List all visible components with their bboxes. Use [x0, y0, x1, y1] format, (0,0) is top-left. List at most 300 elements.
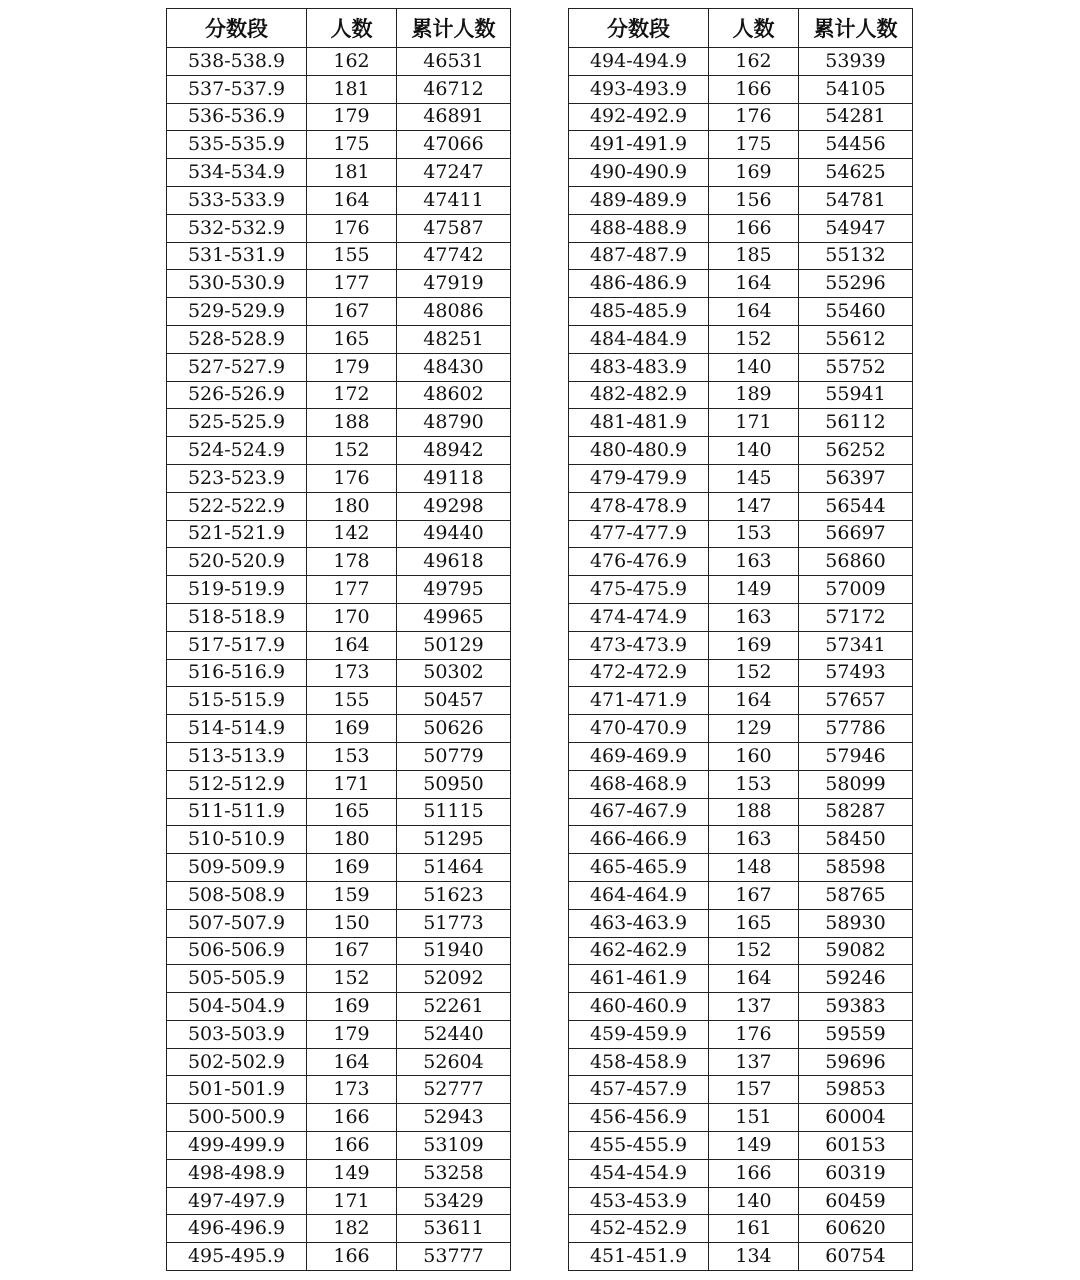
score-range-cell: 501-501.9 [167, 1076, 307, 1104]
count-cell: 165 [307, 325, 397, 353]
table-row [569, 659, 913, 687]
count-cell: 166 [709, 1159, 799, 1187]
cumulative-count-cell: 57657 [799, 687, 913, 715]
score-range-cell: 522-522.9 [167, 492, 307, 520]
score-range-cell: 452-452.9 [569, 1215, 709, 1243]
count-cell: 176 [307, 214, 397, 242]
score-range-cell: 490-490.9 [569, 159, 709, 187]
score-range-cell: 504-504.9 [167, 993, 307, 1021]
cumulative-count-cell: 57946 [799, 742, 913, 770]
table-row [167, 103, 511, 131]
cumulative-count-cell: 51773 [397, 909, 511, 937]
count-cell: 156 [709, 186, 799, 214]
count-cell: 181 [307, 159, 397, 187]
cumulative-count-cell: 48942 [397, 437, 511, 465]
cumulative-count-cell: 59082 [799, 937, 913, 965]
score-range-cell: 511-511.9 [167, 798, 307, 826]
header-count: 人数 [307, 9, 397, 48]
table-row [167, 1104, 511, 1132]
table-row [569, 1159, 913, 1187]
score-range-cell: 466-466.9 [569, 826, 709, 854]
count-cell: 176 [307, 464, 397, 492]
score-range-cell: 454-454.9 [569, 1159, 709, 1187]
count-cell: 140 [709, 1187, 799, 1215]
table-row [167, 131, 511, 159]
score-range-cell: 503-503.9 [167, 1020, 307, 1048]
cumulative-count-cell: 58450 [799, 826, 913, 854]
score-range-cell: 485-485.9 [569, 298, 709, 326]
score-range-cell: 478-478.9 [569, 492, 709, 520]
table-row [167, 548, 511, 576]
score-range-cell: 519-519.9 [167, 576, 307, 604]
count-cell: 166 [709, 75, 799, 103]
table-row [569, 48, 913, 76]
cumulative-count-cell: 47742 [397, 242, 511, 270]
cumulative-count-cell: 54781 [799, 186, 913, 214]
score-range-cell: 480-480.9 [569, 437, 709, 465]
cumulative-count-cell: 48602 [397, 381, 511, 409]
count-cell: 142 [307, 520, 397, 548]
score-range-cell: 495-495.9 [167, 1243, 307, 1271]
table-row [167, 1020, 511, 1048]
score-range-cell: 505-505.9 [167, 965, 307, 993]
table-row [167, 1076, 511, 1104]
score-table-left [166, 8, 511, 1271]
score-range-cell: 473-473.9 [569, 631, 709, 659]
cumulative-count-cell: 50779 [397, 742, 511, 770]
cumulative-count-cell: 48430 [397, 353, 511, 381]
count-cell: 176 [709, 103, 799, 131]
score-range-cell: 536-536.9 [167, 103, 307, 131]
table-row [569, 603, 913, 631]
table-row [569, 381, 913, 409]
count-cell: 185 [709, 242, 799, 270]
table-row [167, 75, 511, 103]
score-range-cell: 489-489.9 [569, 186, 709, 214]
count-cell: 129 [709, 715, 799, 743]
cumulative-count-cell: 48790 [397, 409, 511, 437]
cumulative-count-cell: 54625 [799, 159, 913, 187]
count-cell: 167 [307, 298, 397, 326]
score-range-cell: 483-483.9 [569, 353, 709, 381]
count-cell: 179 [307, 353, 397, 381]
score-range-cell: 524-524.9 [167, 437, 307, 465]
count-cell: 163 [709, 603, 799, 631]
count-cell: 145 [709, 464, 799, 492]
table-row [167, 270, 511, 298]
header-row [569, 9, 913, 48]
cumulative-count-cell: 58287 [799, 798, 913, 826]
table-row [569, 854, 913, 882]
score-range-cell: 496-496.9 [167, 1215, 307, 1243]
count-cell: 164 [307, 1048, 397, 1076]
cumulative-count-cell: 55941 [799, 381, 913, 409]
cumulative-count-cell: 59853 [799, 1076, 913, 1104]
cumulative-count-cell: 60754 [799, 1243, 913, 1271]
count-cell: 152 [709, 937, 799, 965]
score-range-cell: 533-533.9 [167, 186, 307, 214]
table-row [569, 548, 913, 576]
count-cell: 171 [307, 770, 397, 798]
score-range-cell: 469-469.9 [569, 742, 709, 770]
table-row [569, 1187, 913, 1215]
score-range-cell: 486-486.9 [569, 270, 709, 298]
score-range-cell: 526-526.9 [167, 381, 307, 409]
table-row [569, 409, 913, 437]
score-range-cell: 464-464.9 [569, 881, 709, 909]
table-row [569, 631, 913, 659]
count-cell: 164 [307, 186, 397, 214]
table-row [167, 770, 511, 798]
table-row [167, 437, 511, 465]
cumulative-count-cell: 55132 [799, 242, 913, 270]
count-cell: 164 [307, 631, 397, 659]
score-range-cell: 471-471.9 [569, 687, 709, 715]
table-row [167, 937, 511, 965]
score-range-cell: 527-527.9 [167, 353, 307, 381]
count-cell: 182 [307, 1215, 397, 1243]
cumulative-count-cell: 58765 [799, 881, 913, 909]
cumulative-count-cell: 59246 [799, 965, 913, 993]
score-range-cell: 514-514.9 [167, 715, 307, 743]
count-cell: 149 [709, 1132, 799, 1160]
cumulative-count-cell: 52440 [397, 1020, 511, 1048]
count-cell: 151 [709, 1104, 799, 1132]
table-row [569, 881, 913, 909]
table-row [167, 965, 511, 993]
score-range-cell: 456-456.9 [569, 1104, 709, 1132]
score-range-cell: 517-517.9 [167, 631, 307, 659]
count-cell: 155 [307, 687, 397, 715]
table-row [167, 854, 511, 882]
score-range-cell: 537-537.9 [167, 75, 307, 103]
cumulative-count-cell: 59559 [799, 1020, 913, 1048]
count-cell: 152 [307, 437, 397, 465]
cumulative-count-cell: 57009 [799, 576, 913, 604]
count-cell: 152 [307, 965, 397, 993]
count-cell: 177 [307, 576, 397, 604]
score-range-cell: 518-518.9 [167, 603, 307, 631]
table-row [167, 353, 511, 381]
table-row [569, 993, 913, 1021]
cumulative-count-cell: 58598 [799, 854, 913, 882]
table-row [167, 1215, 511, 1243]
count-cell: 171 [307, 1187, 397, 1215]
cumulative-count-cell: 49965 [397, 603, 511, 631]
count-cell: 157 [709, 1076, 799, 1104]
cumulative-count-cell: 52943 [397, 1104, 511, 1132]
cumulative-count-cell: 51623 [397, 881, 511, 909]
table-row [167, 687, 511, 715]
table-row [167, 881, 511, 909]
count-cell: 153 [307, 742, 397, 770]
score-range-cell: 521-521.9 [167, 520, 307, 548]
table-row [167, 242, 511, 270]
count-cell: 189 [709, 381, 799, 409]
cumulative-count-cell: 53611 [397, 1215, 511, 1243]
count-cell: 153 [709, 770, 799, 798]
score-range-cell: 476-476.9 [569, 548, 709, 576]
cumulative-count-cell: 60004 [799, 1104, 913, 1132]
cumulative-count-cell: 49618 [397, 548, 511, 576]
score-range-cell: 477-477.9 [569, 520, 709, 548]
score-range-cell: 457-457.9 [569, 1076, 709, 1104]
count-cell: 178 [307, 548, 397, 576]
score-range-cell: 500-500.9 [167, 1104, 307, 1132]
count-cell: 173 [307, 1076, 397, 1104]
cumulative-count-cell: 57341 [799, 631, 913, 659]
table-row [569, 937, 913, 965]
cumulative-count-cell: 49795 [397, 576, 511, 604]
cumulative-count-cell: 55460 [799, 298, 913, 326]
score-range-cell: 538-538.9 [167, 48, 307, 76]
table-row [167, 186, 511, 214]
count-cell: 167 [709, 881, 799, 909]
count-cell: 164 [709, 298, 799, 326]
count-cell: 164 [709, 270, 799, 298]
count-cell: 149 [307, 1159, 397, 1187]
cumulative-count-cell: 55752 [799, 353, 913, 381]
cumulative-count-cell: 60319 [799, 1159, 913, 1187]
count-cell: 181 [307, 75, 397, 103]
table-row [167, 381, 511, 409]
table-row [569, 1243, 913, 1271]
score-range-cell: 499-499.9 [167, 1132, 307, 1160]
score-range-cell: 515-515.9 [167, 687, 307, 715]
table-row [167, 993, 511, 1021]
table-row [569, 1215, 913, 1243]
table-row [569, 492, 913, 520]
count-cell: 163 [709, 548, 799, 576]
score-range-cell: 462-462.9 [569, 937, 709, 965]
cumulative-count-cell: 56112 [799, 409, 913, 437]
cumulative-count-cell: 54105 [799, 75, 913, 103]
score-range-cell: 467-467.9 [569, 798, 709, 826]
header-row [167, 9, 511, 48]
table-row [167, 659, 511, 687]
table-row [569, 1076, 913, 1104]
table-row [167, 826, 511, 854]
table-row [569, 464, 913, 492]
table-row [569, 520, 913, 548]
cumulative-count-cell: 56397 [799, 464, 913, 492]
count-cell: 171 [709, 409, 799, 437]
count-cell: 137 [709, 1048, 799, 1076]
table-row [569, 159, 913, 187]
table-row [167, 1159, 511, 1187]
cumulative-count-cell: 52777 [397, 1076, 511, 1104]
cumulative-count-cell: 47066 [397, 131, 511, 159]
count-cell: 175 [709, 131, 799, 159]
table-row [167, 742, 511, 770]
table-row [167, 1048, 511, 1076]
table-row [569, 1132, 913, 1160]
score-range-cell: 451-451.9 [569, 1243, 709, 1271]
score-range-cell: 472-472.9 [569, 659, 709, 687]
cumulative-count-cell: 53777 [397, 1243, 511, 1271]
count-cell: 180 [307, 826, 397, 854]
count-cell: 140 [709, 437, 799, 465]
cumulative-count-cell: 49298 [397, 492, 511, 520]
cumulative-count-cell: 54947 [799, 214, 913, 242]
score-range-cell: 535-535.9 [167, 131, 307, 159]
cumulative-count-cell: 59696 [799, 1048, 913, 1076]
score-range-cell: 459-459.9 [569, 1020, 709, 1048]
table-row [167, 1132, 511, 1160]
cumulative-count-cell: 52092 [397, 965, 511, 993]
score-range-cell: 531-531.9 [167, 242, 307, 270]
cumulative-count-cell: 60620 [799, 1215, 913, 1243]
count-cell: 159 [307, 881, 397, 909]
score-range-cell: 481-481.9 [569, 409, 709, 437]
count-cell: 166 [709, 214, 799, 242]
cumulative-count-cell: 49440 [397, 520, 511, 548]
table-row [167, 464, 511, 492]
score-range-cell: 529-529.9 [167, 298, 307, 326]
cumulative-count-cell: 47587 [397, 214, 511, 242]
count-cell: 165 [709, 909, 799, 937]
table-row [569, 186, 913, 214]
count-cell: 137 [709, 993, 799, 1021]
count-cell: 152 [709, 325, 799, 353]
table-row [569, 214, 913, 242]
cumulative-count-cell: 56252 [799, 437, 913, 465]
count-cell: 164 [709, 965, 799, 993]
header-score-range: 分数段 [569, 9, 709, 48]
score-range-cell: 498-498.9 [167, 1159, 307, 1187]
count-cell: 164 [709, 687, 799, 715]
table-row [569, 1020, 913, 1048]
score-range-cell: 455-455.9 [569, 1132, 709, 1160]
table-row [167, 631, 511, 659]
count-cell: 160 [709, 742, 799, 770]
score-range-cell: 520-520.9 [167, 548, 307, 576]
table-row [569, 353, 913, 381]
cumulative-count-cell: 57172 [799, 603, 913, 631]
count-cell: 169 [307, 854, 397, 882]
score-range-cell: 492-492.9 [569, 103, 709, 131]
score-range-cell: 458-458.9 [569, 1048, 709, 1076]
count-cell: 166 [307, 1104, 397, 1132]
cumulative-count-cell: 50950 [397, 770, 511, 798]
score-range-cell: 513-513.9 [167, 742, 307, 770]
count-cell: 179 [307, 103, 397, 131]
cumulative-count-cell: 51464 [397, 854, 511, 882]
table-row [569, 742, 913, 770]
count-cell: 170 [307, 603, 397, 631]
count-cell: 134 [709, 1243, 799, 1271]
score-range-cell: 482-482.9 [569, 381, 709, 409]
count-cell: 149 [709, 576, 799, 604]
table-row [167, 603, 511, 631]
cumulative-count-cell: 57786 [799, 715, 913, 743]
header-cumulative: 累计人数 [397, 9, 511, 48]
table-row [569, 687, 913, 715]
table-row [167, 298, 511, 326]
count-cell: 175 [307, 131, 397, 159]
table-row [167, 409, 511, 437]
count-cell: 180 [307, 492, 397, 520]
count-cell: 166 [307, 1132, 397, 1160]
score-range-cell: 468-468.9 [569, 770, 709, 798]
table-row [167, 576, 511, 604]
table-row [167, 798, 511, 826]
score-range-cell: 512-512.9 [167, 770, 307, 798]
score-range-cell: 460-460.9 [569, 993, 709, 1021]
cumulative-count-cell: 53939 [799, 48, 913, 76]
cumulative-count-cell: 56544 [799, 492, 913, 520]
count-cell: 188 [307, 409, 397, 437]
score-range-cell: 510-510.9 [167, 826, 307, 854]
cumulative-count-cell: 58930 [799, 909, 913, 937]
table-row [167, 214, 511, 242]
table-row [167, 325, 511, 353]
score-range-cell: 484-484.9 [569, 325, 709, 353]
table-row [569, 715, 913, 743]
cumulative-count-cell: 59383 [799, 993, 913, 1021]
score-range-cell: 528-528.9 [167, 325, 307, 353]
score-range-cell: 461-461.9 [569, 965, 709, 993]
table-row [569, 770, 913, 798]
score-range-cell: 502-502.9 [167, 1048, 307, 1076]
score-range-cell: 506-506.9 [167, 937, 307, 965]
count-cell: 169 [307, 715, 397, 743]
score-range-cell: 474-474.9 [569, 603, 709, 631]
count-cell: 155 [307, 242, 397, 270]
cumulative-count-cell: 58099 [799, 770, 913, 798]
score-range-cell: 453-453.9 [569, 1187, 709, 1215]
count-cell: 179 [307, 1020, 397, 1048]
table-row [569, 576, 913, 604]
table-row [167, 715, 511, 743]
cumulative-count-cell: 51940 [397, 937, 511, 965]
table-row [167, 1187, 511, 1215]
score-range-cell: 509-509.9 [167, 854, 307, 882]
count-cell: 177 [307, 270, 397, 298]
table-row [167, 520, 511, 548]
count-cell: 163 [709, 826, 799, 854]
count-cell: 176 [709, 1020, 799, 1048]
count-cell: 140 [709, 353, 799, 381]
cumulative-count-cell: 51295 [397, 826, 511, 854]
cumulative-count-cell: 50626 [397, 715, 511, 743]
cumulative-count-cell: 52261 [397, 993, 511, 1021]
count-cell: 152 [709, 659, 799, 687]
cumulative-count-cell: 53109 [397, 1132, 511, 1160]
header-count: 人数 [709, 9, 799, 48]
table-row [569, 1048, 913, 1076]
score-range-cell: 491-491.9 [569, 131, 709, 159]
score-range-cell: 494-494.9 [569, 48, 709, 76]
table-row [569, 242, 913, 270]
count-cell: 162 [307, 48, 397, 76]
cumulative-count-cell: 55612 [799, 325, 913, 353]
table-row [569, 103, 913, 131]
score-range-cell: 534-534.9 [167, 159, 307, 187]
table-row [569, 298, 913, 326]
cumulative-count-cell: 48086 [397, 298, 511, 326]
cumulative-count-cell: 47919 [397, 270, 511, 298]
cumulative-count-cell: 55296 [799, 270, 913, 298]
cumulative-count-cell: 52604 [397, 1048, 511, 1076]
cumulative-count-cell: 50302 [397, 659, 511, 687]
table-row [167, 159, 511, 187]
count-cell: 148 [709, 854, 799, 882]
count-cell: 150 [307, 909, 397, 937]
cumulative-count-cell: 47411 [397, 186, 511, 214]
cumulative-count-cell: 50129 [397, 631, 511, 659]
table-row [569, 798, 913, 826]
